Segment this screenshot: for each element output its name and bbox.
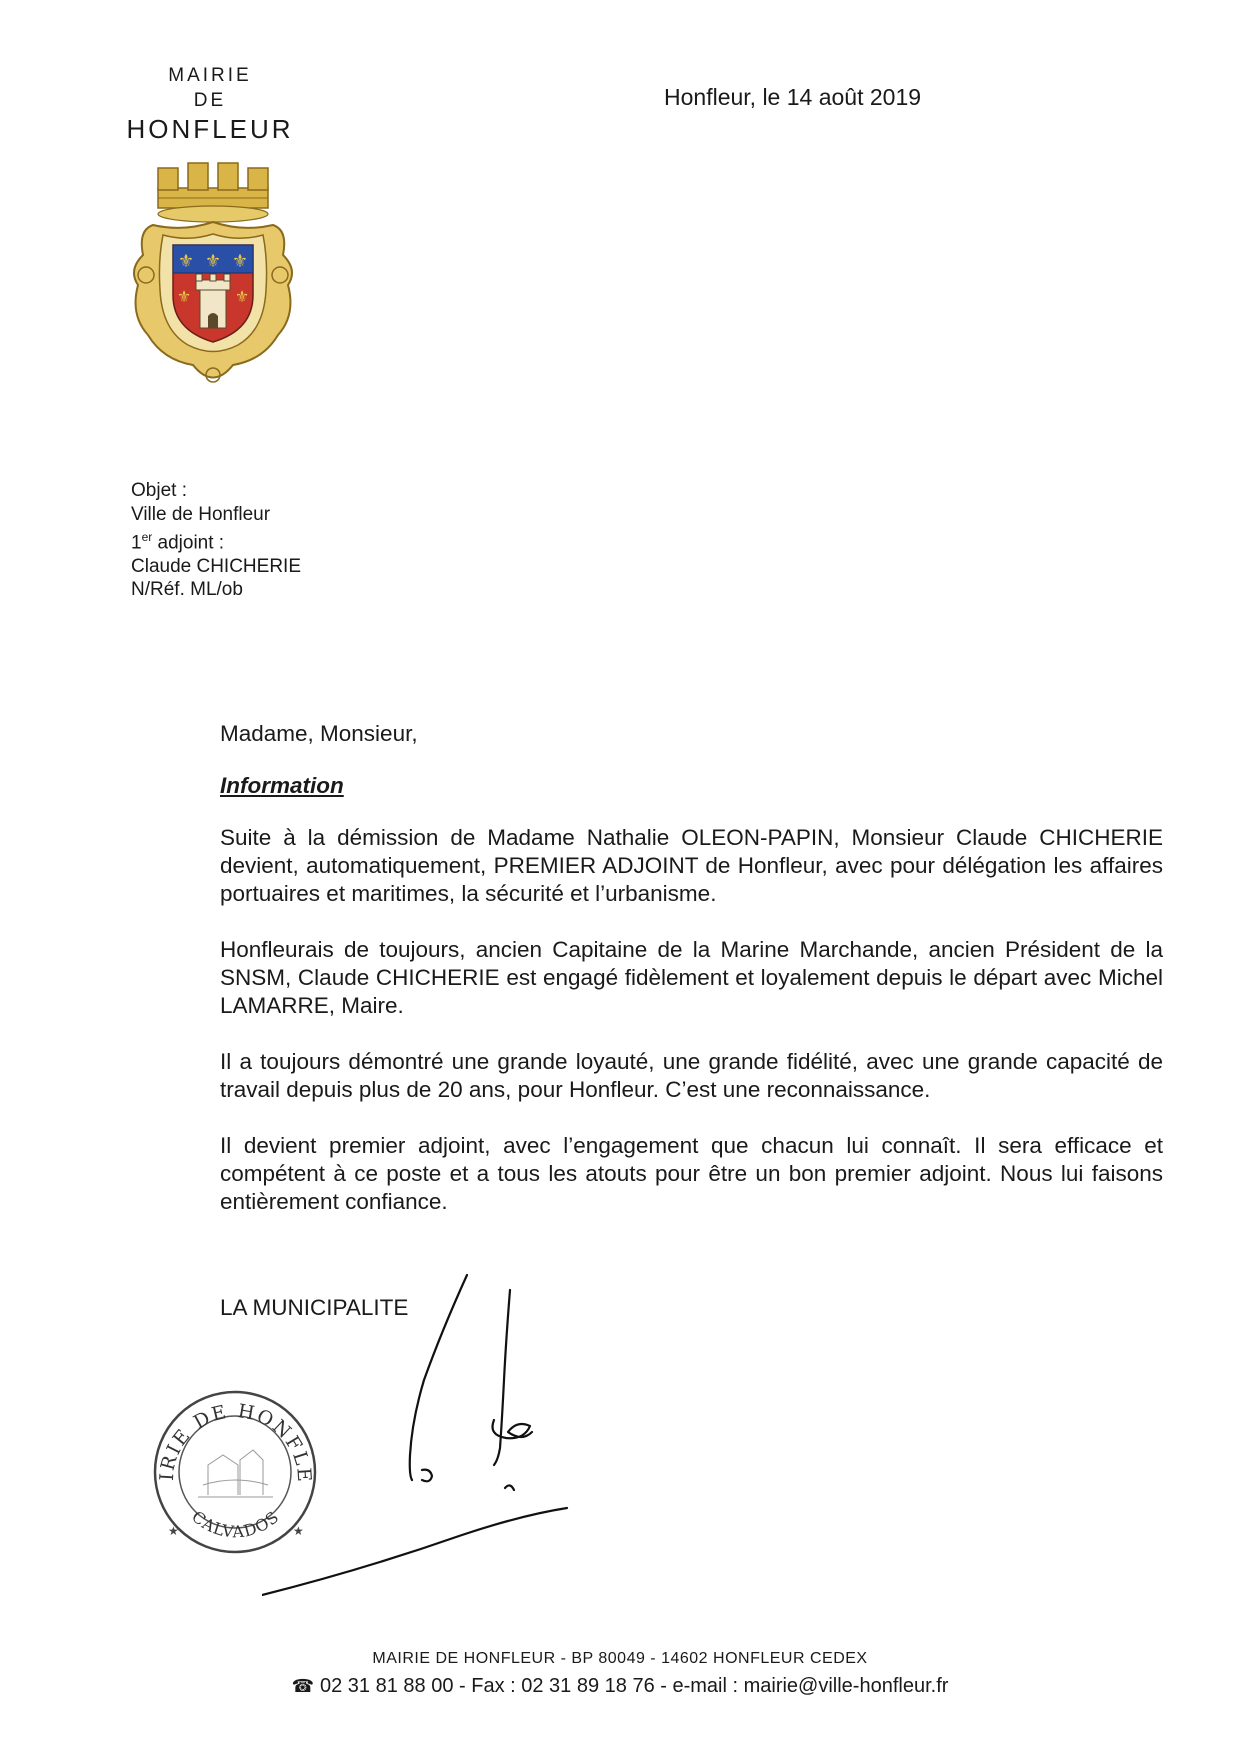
crown-icon [158,163,268,222]
tower-icon [196,274,230,328]
letter-body [220,720,1163,1244]
svg-text:⚜: ⚜ [177,251,195,272]
letterhead-honfleur: HONFLEUR [126,114,294,144]
svg-text:⚜: ⚜ [234,287,250,306]
footer-contact-text: 02 31 81 88 00 - Fax : 02 31 89 18 76 - e-mail : mairie@ville-honfleur.fr [320,1675,949,1697]
signature-icon [262,1270,592,1605]
salutation: Madame, Monsieur, [220,721,418,746]
section-heading: Information [220,773,344,798]
subject-block [131,479,301,602]
reference: N/Réf. ML/ob [131,579,243,601]
telephone-icon: ☎ [291,1676,314,1696]
adjoint-number: 1 [131,532,142,554]
signoff: LA MUNICIPALITE [220,1295,409,1320]
svg-text:⚜: ⚜ [176,287,192,306]
stamp-top-text: IRIE DE HONFLE [155,1400,316,1485]
footer-contact [0,1675,1240,1698]
body-paragraph: Honfleurais de toujours, ancien Capitaine de la Marine Marchande, ancien Président de la SNSM, Claude CHICHERIE est engagé fidèlement et loyalement depuis le départ avec Michel LAMARRE, Maire. [220,937,1163,1018]
svg-text:★: ★ [293,1524,304,1538]
body-paragraph: Il devient premier adjoint, avec l’engagement que chacun lui connaît. Il sera efficace et compétent à ce poste et a tous les atouts pour être un bon premier adjoint. Nous lui faisons entièrement confiance. [220,1133,1163,1214]
adjoint-text: adjoint : [152,532,225,554]
letterhead-mairie: MAIRIE [168,65,252,86]
body-paragraph: Il a toujours démontré une grande loyauté, une grande fidélité, avec une grande capacité de travail depuis plus de 20 ans, pour Honfleur. C’est une reconnaissance. [220,1049,1163,1102]
subject-line-adjoint [131,526,301,555]
svg-text:⚜: ⚜ [204,251,222,272]
coat-of-arms-icon [118,160,308,400]
letter-date: Honfleur, le 14 août 2019 [664,84,922,110]
adjoint-superscript: er [141,530,153,544]
svg-text:⚜: ⚜ [231,251,249,272]
subject-line-city: Ville de Honfleur [131,503,271,525]
letterhead-de: DE [193,90,227,111]
stamp-bottom-text: CALVADOS [188,1506,283,1542]
subject-line-name: Claude CHICHERIE [131,555,301,577]
svg-text:★: ★ [168,1524,179,1538]
subject-label: Objet : [131,480,187,501]
body-paragraph: Suite à la démission de Madame Nathalie OLEON-PAPIN, Monsieur Claude CHICHERIE devient, automatiquement, PREMIER ADJOINT de Honfleur, avec pour délégation les affaires portuaires et maritimes, la sécurité et l’urbanisme. [220,825,1163,906]
letterhead [90,62,330,146]
footer-address: MAIRIE DE HONFLEUR - BP 80049 - 14602 HONFLEUR CEDEX [372,1650,868,1667]
